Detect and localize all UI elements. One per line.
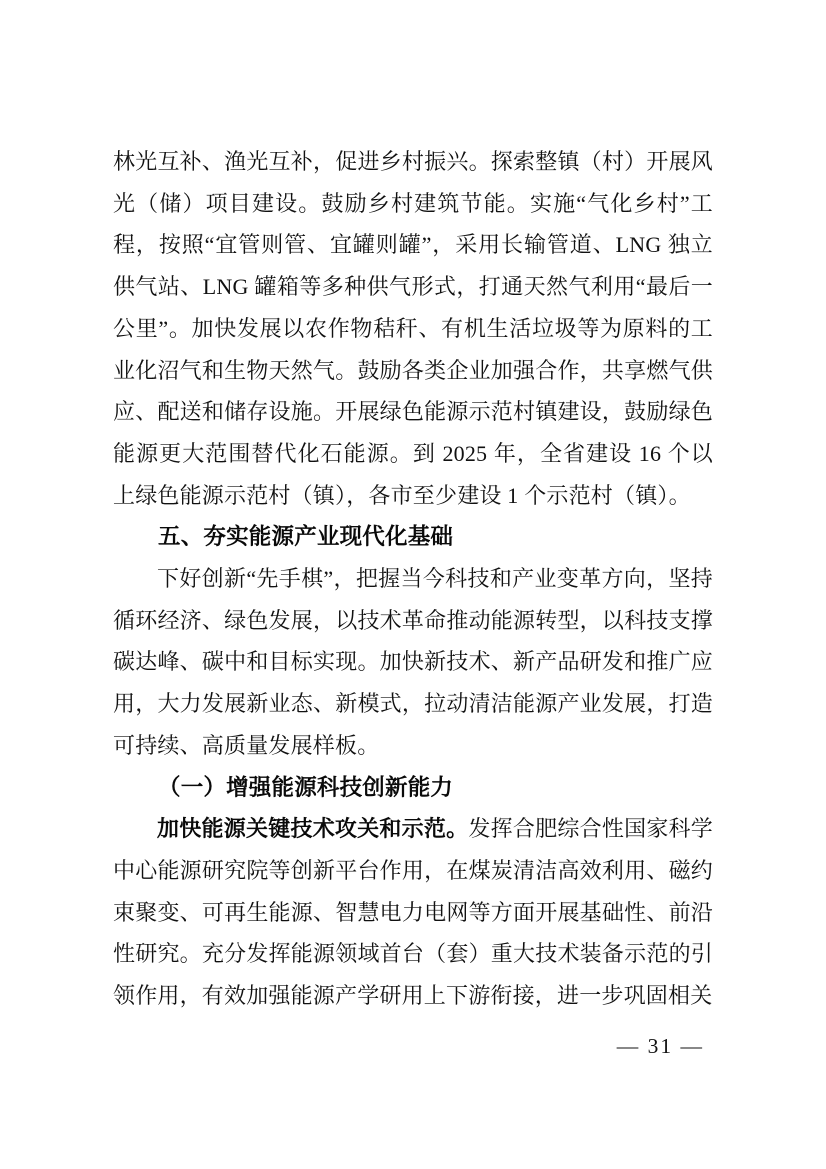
- sub-section-heading: （一）增强能源科技创新能力: [158, 774, 454, 800]
- document-body: [113, 141, 713, 1017]
- page-number: — 31 —: [616, 1034, 704, 1058]
- paragraph-bold-lead: 加快能源关键技术攻关和示范。: [157, 816, 469, 842]
- body-paragraph-continuation: 林光互补、渔光互补，促进乡村振兴。探索整镇（村）开展风光（储）项目建设。鼓励乡村建筑节能。实施“气化乡村”工程，按照“宜管则管、宜罐则罐”，采用长输管道、LNG 独立供气站、LNG 罐箱等多种供气形式，打通天然气利用“最后一公里”。加快发展以农作物秸秆、有机生活垃圾等为原料的工业化沼气和生物天然气。鼓励各类企业加强合作，共享燃气供应、配送和储存设施。开展绿色能源示范村镇建设，鼓励绿色能源更大范围替代化石能源。到 2025 年，全省建设 16 个以上绿色能源示范村（镇），各市至少建设 1 个示范村（镇）。: [113, 149, 713, 508]
- paragraph-body-text: 发挥合肥综合性国家科学中心能源研究院等创新平台作用，在煤炭清洁高效利用、磁约束聚变、可再生能源、智慧电力电网等方面开展基础性、前沿性研究。充分发挥能源领域首台（套）重大技术装备示范的引领作用，有效加强能源产学研用上下游衔接，进一步巩固相关: [113, 816, 714, 1009]
- body-paragraph: 下好创新“先手棋”，把握当今科技和产业变革方向，坚持循环经济、绿色发展，以技术革命推动能源转型，以科技支撑碳达峰、碳中和目标实现。加快新技术、新产品研发和推广应用，大力发展新业态、新模式，拉动清洁能源产业发展，打造可持续、高质量发展样板。: [113, 566, 713, 758]
- body-paragraph-with-lead: [113, 808, 713, 1017]
- section-heading: 五、夯实能源产业现代化基础: [158, 524, 454, 550]
